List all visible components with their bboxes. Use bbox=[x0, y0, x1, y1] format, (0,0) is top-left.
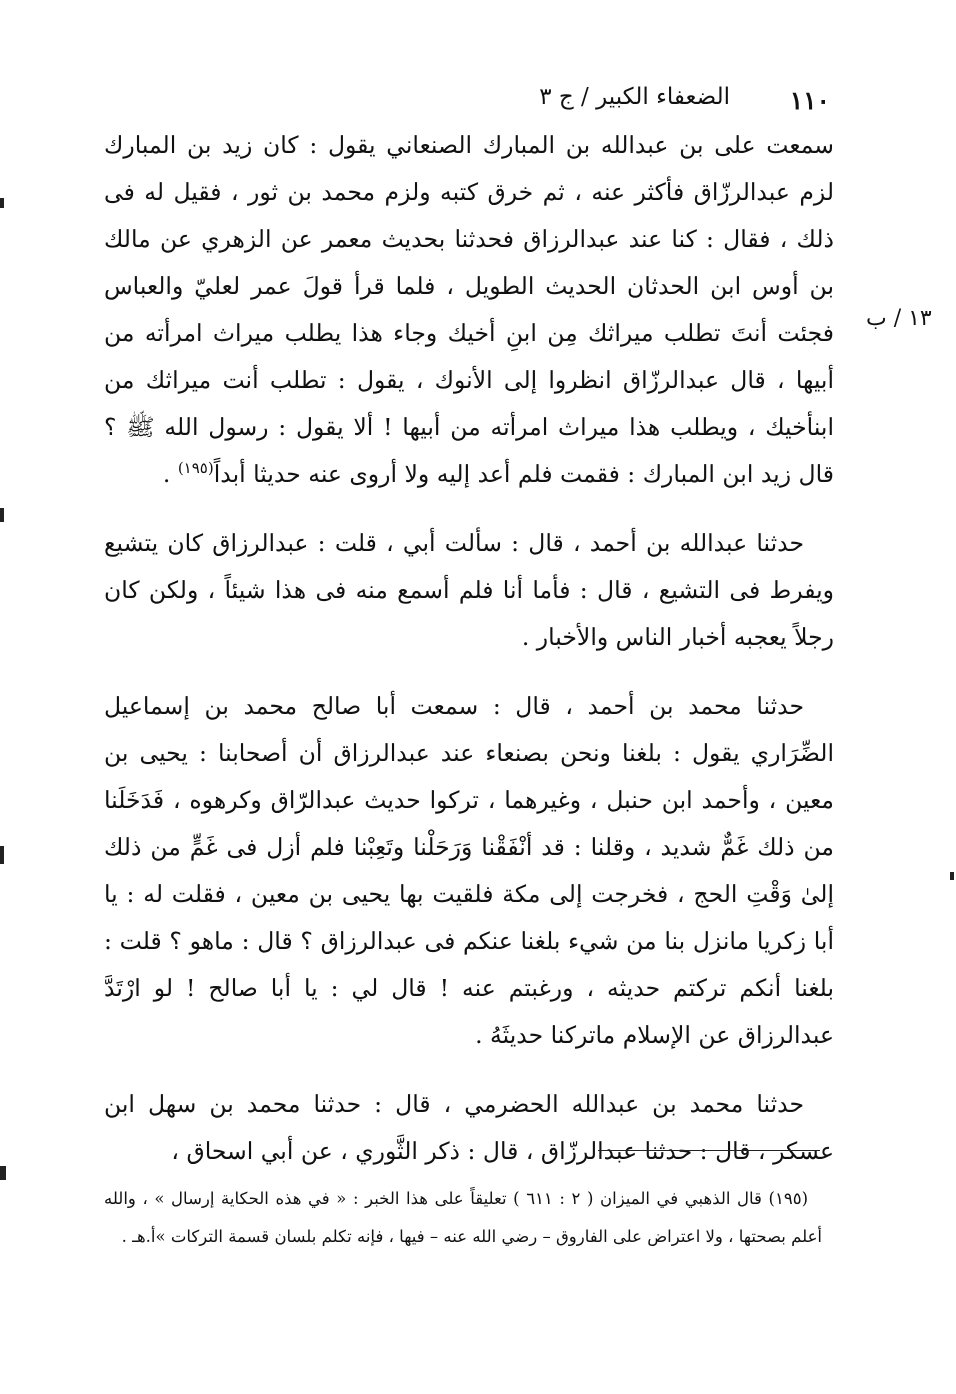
footnote-reference: (١٩٥) bbox=[177, 459, 214, 478]
scan-edge-mark bbox=[0, 198, 4, 208]
manuscript-folio-reference: ١٣ / ب bbox=[866, 306, 932, 331]
paragraph: حدثنا محمد بن عبدالله الحضرمي ، قال : حدثنا محمد بن سهل ابن عسكر ، قال : حدثنا عبدالرزّاق ، قال : ذكر الثَّوري ، عن أبي اسحاق ، bbox=[104, 1090, 834, 1165]
scan-edge-mark bbox=[950, 872, 954, 880]
scan-edge-mark bbox=[0, 846, 4, 864]
footnote: (١٩٥) قال الذهبي في الميزان ( ٢ : ٦١١ ) تعليقاً على هذا الخبر : « في هذه الحكاية إرسال » ، والله أعلم بصحتها ، ولا اعتراض على الفاروق – رضي الله عنه – فيها ، فإنه تكلم بلسان قسمة التركات »أ.هـ . bbox=[104, 1189, 822, 1246]
scan-edge-mark bbox=[0, 508, 4, 522]
paragraph: حدثنا عبدالله بن أحمد ، قال : سألت أبي ، قلت : عبدالرزاق كان يتشيع ويفرط فى التشيع ، قال : فأما أنا فلم أسمع منه فى هذا شيئاً ، ولكن كان رجلاً يعجبه أخبار الناس والأخبار . bbox=[104, 529, 834, 651]
scan-edge-mark bbox=[0, 1166, 6, 1180]
paragraph-end: . bbox=[162, 460, 178, 488]
page-header bbox=[330, 84, 830, 124]
main-text bbox=[104, 122, 834, 1197]
paragraph: حدثنا محمد بن أحمد ، قال : سمعت أبا صالح محمد بن إسماعيل الضِّرَاري يقول : بلغنا ونحن بصنعاء عند عبدالرزاق أن أصحابنا : يحيى بن معين ، وأحمد ابن حنبل ، وغيرهما ، تركوا حديث عبدالرّاق وكرهوه ، فَدَخَلَنا من ذلك غَمٌّ شديد ، وقلنا : قد أنْفَقْنا وَرَحَلْنا وتَعِبْنا فلم أزل فى غَمٍّ من ذلك إلىٰ وَقْتِ الحج ، فخرجت إلى مكة فلقيت بها يحيى بن معين ، فقلت له : يا أبا زكريا مانزل بنا من شيء بلغنا عنكم فى عبدالرزاق ؟ قال : ماهو ؟ قلت : بلغنا أنكم تركتم حديثه ، ورغبتم عنه ! قال لي : يا أبا صالح ! لو ارْتَدَّ عبدالرزاق عن الإسلام ماتركنا حديثَهُ . bbox=[104, 692, 834, 1049]
page-number: ١١٠ bbox=[789, 86, 830, 115]
paragraph-text: سمعت على بن عبدالله بن المبارك الصنعاني يقول : كان زيد بن المبارك لزم عبدالرزّاق فأكثر عنه ، ثم خرق كتبه ولزم محمد بن ثور ، فقيل له فى ذلك ، فقال : كنا عند عبدالرزاق فحدثنا بحديث معمر عن الزهري عن مالك بن أوس ابن الحدثان الحديث الطويل ، فلما قرأ قولَ عمر لعليّ والعباس فجئت أنتَ تطلب ميراثك مِن ابنِ أخيك وجاء هذا يطلب ميراث امرأته من أبيها ، قال عبدالرزّاق انظروا إلى الأنوك ، يقول : تطلب أنت ميراثك من ابنأخيك ، ويطلب هذا ميراث امرأته من أبيها ! ألا يقول : رسول الله ﷺ ؟ قال زيد ابن المبارك : فقمت فلم أعد إليه ولا أروى عنه حديثا أبداً bbox=[104, 131, 834, 488]
footnote-divider bbox=[598, 1150, 820, 1151]
paragraph bbox=[104, 122, 834, 498]
running-title: الضعفاء الكبير / ج ٣ bbox=[539, 84, 730, 110]
